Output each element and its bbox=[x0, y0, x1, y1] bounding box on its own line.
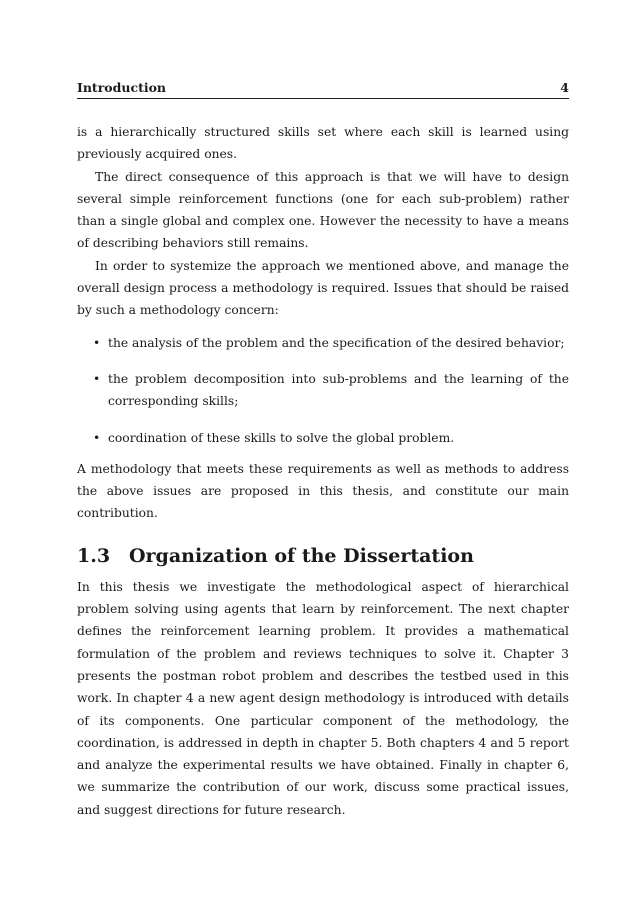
list-item-text: coordination of these skills to solve the global problem. bbox=[108, 430, 455, 445]
section-heading bbox=[77, 543, 569, 569]
paragraph: The direct consequence of this approach is that we will have to design several simple reinforcement functions (one for each sub-problem) rather than a single global and complex one. However the necessity to have a means of describing behaviors still remains. bbox=[77, 169, 569, 251]
bullet-icon: • bbox=[93, 371, 101, 386]
running-header bbox=[77, 80, 569, 99]
chapter-title: Introduction bbox=[77, 80, 167, 95]
body-text bbox=[77, 121, 569, 821]
list-item-text: the analysis of the problem and the specification of the desired behavior; bbox=[108, 335, 565, 350]
paragraph: In this thesis we investigate the methodological aspect of hierarchical problem solving using agents that learn by reinforcement. The next chapter defines the reinforcement learning problem. It provides a mathematical formulation of the problem and reviews techniques to solve it. Chapter 3 presents the postman robot problem and describes the testbed used in this work. In chapter 4 a new agent design methodology is introduced with details of its components. One particular component of the methodology, the coordination, is addressed in depth in chapter 5. Both chapters 4 and 5 report and analyze the experimental results we have obtained. Finally in chapter 6, we summarize the contribution of our work, discuss some practical issues, and suggest directions for future research. bbox=[77, 579, 569, 817]
list-item bbox=[93, 368, 569, 413]
section-title: Organization of the Dissertation bbox=[129, 544, 474, 567]
list-item-text: the problem decomposition into sub-problems and the learning of the corresponding skills; bbox=[108, 371, 569, 409]
page-number: 4 bbox=[560, 80, 569, 95]
bullet-icon: • bbox=[93, 430, 101, 445]
bullet-icon: • bbox=[93, 335, 101, 350]
section-number: 1.3 bbox=[77, 544, 111, 567]
paragraph: is a hierarchically structured skills set where each skill is learned using previously acquired ones. bbox=[77, 125, 569, 162]
paragraph: In order to systemize the approach we mentioned above, and manage the overall design process a methodology is required. Issues that should be raised by such a methodology concern: bbox=[77, 258, 569, 318]
bullet-list bbox=[77, 332, 569, 449]
list-item bbox=[93, 332, 569, 354]
paragraph: A methodology that meets these requirements as well as methods to address the above issues are proposed in this thesis, and constitute our main contribution. bbox=[77, 461, 569, 521]
list-item bbox=[93, 427, 569, 449]
